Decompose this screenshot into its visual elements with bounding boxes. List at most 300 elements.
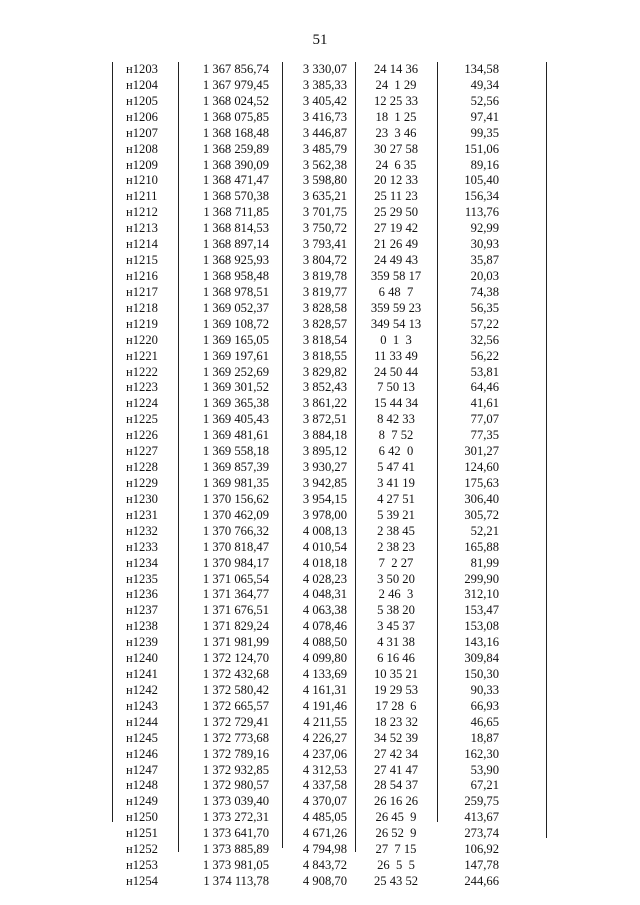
distance: 89,16 [470,157,499,172]
table-row [112,126,515,142]
coordinates-grid [112,62,515,890]
x-coordinate: 1 370 984,17 [202,555,269,570]
table-row [112,492,515,508]
table-row [112,874,515,890]
distance: 175,63 [464,475,499,490]
distance: 53,81 [470,364,499,379]
y-coordinate: 4 099,80 [302,651,347,666]
x-coordinate: 1 373 981,05 [202,858,269,873]
table-row [112,810,515,826]
x-coordinate: 1 369 052,37 [202,300,269,315]
y-coordinate: 4 312,53 [302,762,347,777]
coordinates-table [112,62,548,889]
x-coordinate: 1 368 390,09 [202,157,269,172]
distance: 20,03 [470,268,499,283]
distance: 153,47 [464,603,499,618]
point-id: н1239 [126,635,158,650]
distance: 67,21 [470,778,499,793]
direction-angle: 2 38 23 [377,539,415,554]
direction-angle: 2 38 45 [377,523,415,538]
point-id: н1212 [126,205,158,220]
distance: 99,35 [470,125,499,140]
y-coordinate: 3 385,33 [302,77,347,92]
distance: 32,56 [470,332,499,347]
distance: 74,38 [470,284,499,299]
x-coordinate: 1 368 570,38 [202,189,269,204]
y-coordinate: 3 861,22 [302,396,347,411]
table-row [112,301,515,317]
table-row [112,556,515,572]
x-coordinate: 1 371 829,24 [202,619,269,634]
y-coordinate: 3 416,73 [302,109,347,124]
point-id: н1218 [126,300,158,315]
table-row [112,763,515,779]
distance: 49,34 [470,77,499,92]
distance: 306,40 [464,491,499,506]
point-id: н1203 [126,62,158,76]
point-id: н1229 [126,475,158,490]
y-coordinate: 4 191,46 [302,698,347,713]
table-row [112,842,515,858]
y-coordinate: 4 161,31 [302,682,347,697]
x-coordinate: 1 368 925,93 [202,253,269,268]
table-row [112,412,515,428]
table-row [112,826,515,842]
direction-angle: 349 54 13 [370,316,422,331]
distance: 56,22 [470,348,499,363]
x-coordinate: 1 374 113,78 [203,874,269,889]
direction-angle: 26 16 26 [373,794,419,809]
x-coordinate: 1 368 168,48 [202,125,269,140]
distance: 244,66 [464,874,499,889]
y-coordinate: 4 370,07 [302,794,347,809]
point-id: н1251 [126,826,158,841]
x-coordinate: 1 371 364,77 [202,587,269,602]
table-row [112,587,515,603]
y-coordinate: 3 485,79 [302,141,347,156]
y-coordinate: 3 872,51 [302,412,347,427]
y-coordinate: 4 048,31 [302,587,347,602]
direction-angle: 10 35 21 [373,667,419,682]
distance: 64,46 [470,380,499,395]
table-row [112,142,515,158]
x-coordinate: 1 372 932,85 [202,762,269,777]
table-row [112,78,515,94]
x-coordinate: 1 367 979,45 [202,77,269,92]
y-coordinate: 4 671,26 [302,826,347,841]
y-coordinate: 4 018,18 [302,555,347,570]
point-id: н1244 [126,714,158,729]
direction-angle: 3 41 19 [377,475,415,490]
point-id: н1254 [126,874,158,889]
point-id: н1231 [126,507,158,522]
distance: 77,07 [470,412,499,427]
direction-angle: 18 1 25 [375,109,417,124]
y-coordinate: 3 852,43 [302,380,347,395]
x-coordinate: 1 369 857,39 [202,460,269,475]
distance: 259,75 [464,794,499,809]
distance: 81,99 [470,555,499,570]
y-coordinate: 3 804,72 [302,253,347,268]
y-coordinate: 4 485,05 [302,810,347,825]
distance: 53,90 [470,762,499,777]
y-coordinate: 3 818,54 [302,332,347,347]
x-coordinate: 1 369 108,72 [202,316,269,331]
direction-angle: 8 7 52 [378,428,414,443]
y-coordinate: 3 884,18 [302,428,347,443]
direction-angle: 24 50 44 [373,364,419,379]
point-id: н1237 [126,603,158,618]
point-id: н1224 [126,396,158,411]
y-coordinate: 3 829,82 [302,364,347,379]
column-divider [546,62,547,838]
direction-angle: 23 3 46 [375,125,417,140]
y-coordinate: 3 405,42 [302,93,347,108]
point-id: н1213 [126,221,158,236]
y-coordinate: 3 819,77 [302,284,347,299]
y-coordinate: 4 008,13 [302,523,347,538]
direction-angle: 12 25 33 [373,93,419,108]
x-coordinate: 1 369 558,18 [202,444,269,459]
x-coordinate: 1 371 981,99 [202,635,269,650]
table-row [112,396,515,412]
distance: 90,33 [470,682,499,697]
x-coordinate: 1 369 405,43 [202,412,269,427]
table-row [112,858,515,874]
table-row [112,794,515,810]
direction-angle: 18 23 32 [373,714,419,729]
y-coordinate: 3 330,07 [302,62,347,76]
distance: 124,60 [464,460,499,475]
distance: 143,16 [464,635,499,650]
direction-angle: 24 14 36 [373,62,419,76]
direction-angle: 28 54 37 [373,778,419,793]
distance: 30,93 [470,237,499,252]
point-id: н1207 [126,125,158,140]
x-coordinate: 1 372 580,42 [202,682,269,697]
distance: 150,30 [464,667,499,682]
distance: 105,40 [464,173,499,188]
table-row [112,540,515,556]
direction-angle: 26 52 9 [375,826,417,841]
distance: 301,27 [464,444,499,459]
table-row [112,715,515,731]
y-coordinate: 4 028,23 [302,571,347,586]
point-id: н1232 [126,523,158,538]
table-row [112,333,515,349]
y-coordinate: 3 942,85 [302,475,347,490]
x-coordinate: 1 368 711,85 [203,205,269,220]
distance: 18,87 [470,730,499,745]
x-coordinate: 1 372 980,57 [202,778,269,793]
point-id: н1242 [126,682,158,697]
point-id: н1217 [126,284,158,299]
direction-angle: 2 46 3 [378,587,414,602]
table-row [112,619,515,635]
table-row [112,365,515,381]
y-coordinate: 4 237,06 [302,746,347,761]
table-row [112,110,515,126]
direction-angle: 17 28 6 [375,698,417,713]
distance: 273,74 [464,826,499,841]
direction-angle: 34 52 39 [373,730,419,745]
y-coordinate: 4 078,46 [302,619,347,634]
point-id: н1219 [126,316,158,331]
point-id: н1210 [126,173,158,188]
direction-angle: 7 50 13 [377,380,415,395]
point-id: н1216 [126,268,158,283]
point-id: н1211 [126,189,158,204]
distance: 46,65 [470,714,499,729]
table-row [112,460,515,476]
distance: 413,67 [464,810,499,825]
x-coordinate: 1 369 981,35 [202,475,269,490]
direction-angle: 30 27 58 [373,141,419,156]
point-id: н1228 [126,460,158,475]
point-id: н1236 [126,587,158,602]
table-row [112,380,515,396]
distance: 52,21 [470,523,499,538]
table-row [112,221,515,237]
direction-angle: 19 29 53 [373,682,419,697]
table-row [112,428,515,444]
distance: 41,61 [470,396,499,411]
table-row [112,778,515,794]
point-id: н1238 [126,619,158,634]
y-coordinate: 3 828,57 [302,316,347,331]
x-coordinate: 1 370 156,62 [202,491,269,506]
table-row [112,317,515,333]
table-row [112,747,515,763]
table-row [112,444,515,460]
point-id: н1246 [126,746,158,761]
distance: 57,22 [470,316,499,331]
x-coordinate: 1 373 272,31 [202,810,269,825]
direction-angle: 27 19 42 [373,221,419,236]
table-row [112,524,515,540]
x-coordinate: 1 368 814,53 [202,221,269,236]
table-row [112,173,515,189]
direction-angle: 27 41 47 [373,762,419,777]
point-id: н1252 [126,842,158,857]
y-coordinate: 4 088,50 [302,635,347,650]
direction-angle: 11 33 49 [374,348,418,363]
point-id: н1220 [126,332,158,347]
y-coordinate: 4 337,58 [302,778,347,793]
y-coordinate: 4 226,27 [302,730,347,745]
direction-angle: 4 31 38 [377,635,415,650]
direction-angle: 6 42 0 [378,444,414,459]
distance: 77,35 [470,428,499,443]
table-row [112,603,515,619]
x-coordinate: 1 372 773,68 [202,730,269,745]
x-coordinate: 1 369 165,05 [202,332,269,347]
y-coordinate: 3 446,87 [302,125,347,140]
point-id: н1233 [126,539,158,554]
y-coordinate: 3 819,78 [302,268,347,283]
x-coordinate: 1 370 818,47 [202,539,269,554]
point-id: н1208 [126,141,158,156]
distance: 153,08 [464,619,499,634]
point-id: н1225 [126,412,158,427]
table-row [112,269,515,285]
x-coordinate: 1 372 432,68 [202,667,269,682]
x-coordinate: 1 368 259,89 [202,141,269,156]
point-id: н1205 [126,93,158,108]
x-coordinate: 1 367 856,74 [202,62,269,76]
x-coordinate: 1 368 471,47 [202,173,269,188]
table-row [112,94,515,110]
y-coordinate: 3 895,12 [302,444,347,459]
point-id: н1253 [126,858,158,873]
x-coordinate: 1 372 665,57 [202,698,269,713]
y-coordinate: 4 843,72 [302,858,347,873]
table-row [112,572,515,588]
y-coordinate: 3 930,27 [302,460,347,475]
direction-angle: 3 50 20 [377,571,415,586]
x-coordinate: 1 368 978,51 [202,284,269,299]
table-row [112,508,515,524]
point-id: н1206 [126,109,158,124]
y-coordinate: 3 818,55 [302,348,347,363]
distance: 35,87 [470,253,499,268]
x-coordinate: 1 373 885,89 [202,842,269,857]
point-id: н1214 [126,237,158,252]
point-id: н1215 [126,253,158,268]
y-coordinate: 3 954,15 [302,491,347,506]
y-coordinate: 3 635,21 [302,189,347,204]
x-coordinate: 1 369 197,61 [202,348,269,363]
x-coordinate: 1 371 065,54 [202,571,269,586]
direction-angle: 5 39 21 [377,507,415,522]
direction-angle: 15 44 34 [373,396,419,411]
point-id: н1209 [126,157,158,172]
y-coordinate: 3 828,58 [302,300,347,315]
direction-angle: 8 42 33 [377,412,415,427]
distance: 312,10 [464,587,499,602]
point-id: н1234 [126,555,158,570]
x-coordinate: 1 369 301,52 [202,380,269,395]
table-row [112,62,515,78]
x-coordinate: 1 372 789,16 [202,746,269,761]
point-id: н1240 [126,651,158,666]
table-row [112,349,515,365]
x-coordinate: 1 369 365,38 [202,396,269,411]
direction-angle: 0 1 3 [380,332,412,347]
distance: 156,34 [464,189,499,204]
distance: 52,56 [470,93,499,108]
table-row [112,158,515,174]
table-row [112,253,515,269]
y-coordinate: 4 133,69 [302,667,347,682]
table-row [112,683,515,699]
direction-angle: 27 7 15 [375,842,417,857]
table-row [112,237,515,253]
table-row [112,285,515,301]
direction-angle: 5 47 41 [377,460,415,475]
x-coordinate: 1 373 641,70 [202,826,269,841]
x-coordinate: 1 372 124,70 [202,651,269,666]
point-id: н1222 [126,364,158,379]
y-coordinate: 3 701,75 [302,205,347,220]
table-row [112,635,515,651]
table-row [112,651,515,667]
direction-angle: 3 45 37 [377,619,415,634]
direction-angle: 359 59 23 [370,300,422,315]
distance: 309,84 [464,651,499,666]
table-row [112,667,515,683]
y-coordinate: 4 908,70 [302,874,347,889]
direction-angle: 25 43 52 [373,874,419,889]
y-coordinate: 3 562,38 [302,157,347,172]
y-coordinate: 4 794,98 [302,842,347,857]
point-id: н1230 [126,491,158,506]
point-id: н1243 [126,698,158,713]
distance: 56,35 [470,300,499,315]
direction-angle: 24 1 29 [375,77,417,92]
distance: 66,93 [470,698,499,713]
direction-angle: 24 6 35 [375,157,417,172]
table-row [112,189,515,205]
y-coordinate: 4 063,38 [302,603,347,618]
distance: 305,72 [464,507,499,522]
distance: 299,90 [464,571,499,586]
page-number: 51 [312,32,328,48]
point-id: н1250 [126,810,158,825]
direction-angle: 5 38 20 [377,603,415,618]
y-coordinate: 3 793,41 [302,237,347,252]
distance: 97,41 [470,109,499,124]
direction-angle: 4 27 51 [377,491,415,506]
y-coordinate: 3 978,00 [302,507,347,522]
table-row [112,731,515,747]
point-id: н1227 [126,444,158,459]
table-row [112,205,515,221]
x-coordinate: 1 373 039,40 [202,794,269,809]
point-id: н1241 [126,667,158,682]
y-coordinate: 4 010,54 [302,539,347,554]
distance: 92,99 [470,221,499,236]
point-id: н1249 [126,794,158,809]
x-coordinate: 1 368 024,52 [202,93,269,108]
direction-angle: 24 49 43 [373,253,419,268]
distance: 113,76 [464,205,499,220]
direction-angle: 21 26 49 [373,237,419,252]
direction-angle: 6 16 46 [377,651,415,666]
distance: 147,78 [464,858,499,873]
table-body [112,62,515,890]
point-id: н1223 [126,380,158,395]
point-id: н1221 [126,348,158,363]
direction-angle: 6 48 7 [378,284,414,299]
point-id: н1235 [126,571,158,586]
direction-angle: 25 29 50 [373,205,419,220]
x-coordinate: 1 369 481,61 [202,428,269,443]
x-coordinate: 1 368 958,48 [202,268,269,283]
direction-angle: 7 2 27 [378,555,414,570]
direction-angle: 25 11 23 [374,189,418,204]
point-id: н1247 [126,762,158,777]
direction-angle: 359 58 17 [370,268,422,283]
point-id: н1204 [126,77,158,92]
x-coordinate: 1 372 729,41 [202,714,269,729]
y-coordinate: 3 598,80 [302,173,347,188]
y-coordinate: 3 750,72 [302,221,347,236]
x-coordinate: 1 368 075,85 [202,109,269,124]
table-row [112,476,515,492]
direction-angle: 20 12 33 [373,173,419,188]
point-id: н1226 [126,428,158,443]
